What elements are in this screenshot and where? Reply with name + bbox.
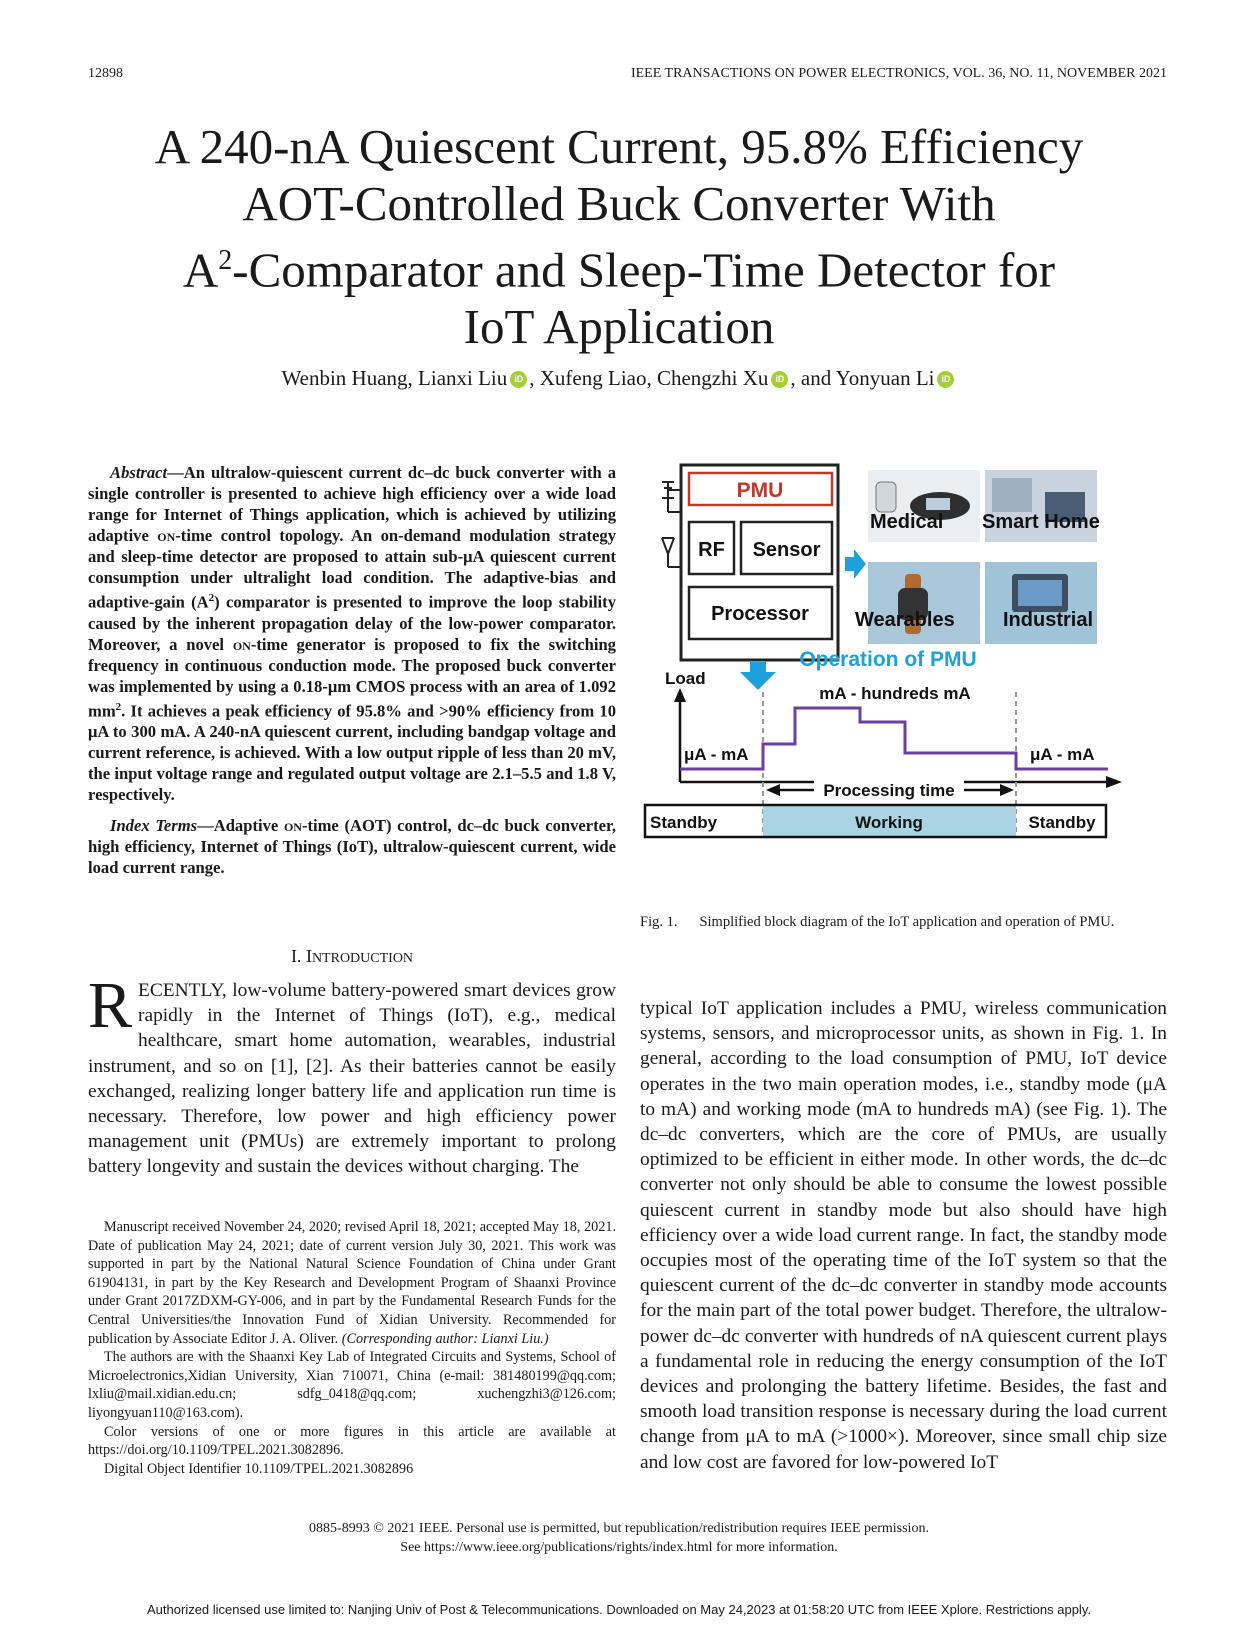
title-line-4: IoT Application — [463, 299, 775, 355]
section-title-rest: NTRODUCTION — [311, 951, 414, 966]
sensor-label: Sensor — [752, 539, 821, 561]
y-axis-arrow-icon — [674, 688, 686, 702]
copyright-line-2: See https://www.ieee.org/publications/rights/index.html for more information. — [400, 1539, 838, 1555]
intro-left-column — [88, 969, 616, 1180]
medical-device-icon — [876, 482, 896, 512]
orcid-icon[interactable]: iD — [771, 371, 788, 388]
abstract — [88, 462, 616, 878]
footnote-doi: Digital Object Identifier 10.1109/TPEL.2021.3082896 — [104, 1460, 414, 1477]
operation-title: Operation of PMU — [799, 648, 977, 671]
index-terms-on: on — [283, 816, 302, 836]
arrow-right-head-icon — [1000, 784, 1014, 796]
index-terms-label: Index Terms — [110, 816, 198, 836]
standby-left-label: Standby — [650, 813, 718, 832]
authorized-use-notice: Authorized licensed use limited to: Nanjing Univ of Post & Telecommunications. Downloaded on May 24,2023 at 01:58:20 UTC from IEEE Xplore. Restrictions apply. — [147, 1602, 1091, 1617]
pmu-label: PMU — [736, 479, 784, 502]
index-terms-text-1: Adaptive — [213, 816, 284, 836]
abstract-label: Abstract — [110, 463, 168, 482]
abstract-sup-2: 2 — [115, 700, 122, 713]
intro-left-text: ECENTLY, low-volume battery-powered smart devices grow rapidly in the Internet of Things (IoT), e.g., medical healthcare, smart home automation, wearables, industrial instrument, and so on [1], [2]. As their batteries cannot be easily exchanged, realizing longer battery life and application run time is necessary. Therefore, low power and high efficiency power management unit (PMUs) are extremely important to prolong battery longevity and sustain the devices without charging. The — [88, 980, 616, 1178]
rf-label: RF — [698, 539, 725, 561]
battery-icon — [662, 482, 681, 512]
abstract-sup: 2 — [208, 592, 215, 604]
abstract-on-2: on — [232, 634, 251, 654]
orcid-icon[interactable]: iD — [510, 371, 527, 388]
corresponding-author: (Corresponding author: Lianxi Liu.) — [341, 1330, 549, 1347]
copyright-notice — [0, 1520, 1238, 1557]
section-first-letter: I — [305, 946, 312, 966]
caption-text: Simplified block diagram of the IoT application and operation of PMU. — [699, 914, 1115, 930]
working-load-label: mA - hundreds mA — [819, 684, 971, 703]
footnote-color: Color versions of one or more figures in this article are available at https://doi.org/10.1109/TPEL.2021.3082896. — [88, 1423, 616, 1459]
abstract-text-4: -time generator is proposed to fix the switching frequency in continuous conduction mode. The proposed buck converter was implemented by using a 0.18-μm CMOS process with an area of 1.092 mm — [88, 634, 616, 721]
title-line-3 — [0, 232, 1238, 298]
processor-label: Processor — [711, 603, 809, 625]
footnote-manuscript — [88, 1218, 616, 1348]
footnotes — [88, 1218, 616, 1478]
load-axis-label: Load — [665, 669, 706, 688]
caption-label: Fig. 1. — [640, 914, 678, 930]
house-icon — [992, 478, 1032, 512]
medical-label: Medical — [870, 511, 944, 533]
abstract-text-5: . It achieves a peak efficiency of 95.8% and >90% efficiency from 10 μA to 300 mA. A 240-nA quiescent current, including bandgap voltage and current reference, is achieved. With a low output ripple of less than 20 mV, the input voltage range and regulated output voltage are 2.1–5.5 and 1.8 V, respectively. — [88, 701, 616, 805]
abstract-text-2: -time control topology. An on-demand modulation strategy and sleep-time detector are proposed to attain sub-μA quiescent current consumption under ultralight load condition. The adaptive-bias and adaptive-gain (A — [88, 526, 616, 612]
figure-caption — [640, 914, 1167, 931]
processing-time-label: Processing time — [823, 781, 955, 800]
title-superscript: 2 — [218, 245, 233, 276]
wearables-label: Wearables — [855, 609, 955, 631]
index-terms — [88, 815, 616, 878]
footnote-manuscript-text: Manuscript received November 24, 2020; revised April 18, 2021; accepted May 18, 2021. Date of publication May 24, 2021; date of current version July 30, 2021. This work was supported in part by the National Natural Science Foundation of China under Grant 61904131, in part by the Key Research and Development Program of Shaanxi Province under Grant 2017ZDXM-GY-006, and in part by the Fundamental Research Funds for the Central Universities/the Innovation Fund of Xidian University. Recommended for publication by Associate Editor J. A. Oliver. — [88, 1219, 616, 1347]
authors-part-3: , and Yonyuan Li — [790, 366, 935, 390]
page-number: 12898 — [88, 66, 123, 81]
abstract-text-1: An ultralow-quiescent current dc–dc buck converter with a single controller is presented to achieve high efficiency over a wide load range for Internet of Things application, which is achieved by utilizing adaptive — [88, 463, 616, 545]
copyright-line-1: 0885-8993 © 2021 IEEE. Personal use is permitted, but republication/redistribution requires IEEE permission. — [309, 1521, 929, 1536]
authors-part-1: Wenbin Huang, Lianxi Liu — [281, 366, 508, 390]
standby-right-label: Standby — [1028, 813, 1096, 832]
index-terms-dash: — — [197, 816, 214, 836]
bp-display-icon — [926, 498, 950, 510]
index-terms-text-2: -time (AOT) control, dc–dc buck converter, high efficiency, Internet of Things (IoT), ultralow-quiescent current, wide load current range. — [88, 816, 617, 878]
abstract-paragraph — [88, 462, 616, 805]
standby-load-right-label: μA - mA — [1030, 745, 1095, 764]
arrow-left-head-icon — [766, 784, 780, 796]
x-axis-arrow-icon — [1106, 776, 1122, 788]
journal-header: IEEE TRANSACTIONS ON POWER ELECTRONICS, VOL. 36, NO. 11, NOVEMBER 2021 — [630, 66, 1167, 81]
abstract-text-3: ) comparator is presented to improve the loop stability caused by the inherent propagation delay of the low-power comparator. Moreover, a novel — [88, 592, 616, 654]
arrow-down-icon — [740, 662, 776, 690]
paper-title — [0, 118, 1238, 355]
industrial-label: Industrial — [1003, 609, 1094, 631]
abstract-on-1: on — [157, 526, 176, 545]
section-heading — [88, 946, 616, 967]
title-line-2: AOT-Controlled Buck Converter With — [242, 176, 996, 231]
intro-right-column: typical IoT application includes a PMU, wireless communication systems, sensors, and microprocessor units, as shown in Fig. 1. In general, according to the load consumption of PMU, IoT device operates in the two main operation modes, i.e., standby mode (μA to mA) and working mode (mA to hundreds mA) (see Fig. 1). The dc–dc converters, which are the core of PMUs, are usually optimized to be efficient in either mode. In other words, the dc–dc converter not only should be able to consume the lowest possible quiescent current in standby mode but also should have high efficiency over a wide load current range. In fact, the standby mode occupies most of the operating time of the IoT system so that the quiescent current of the dc–dc converter in standby mode accounts for the main part of the total power budget. Therefore, the ultralow-power dc–dc converter with hundreds of nA quiescent current plays a fundamental role in reducing the energy consumption of the IoT devices and prolonging the battery lifetime. Besides, the fast and smooth load transition response is necessary during the load current change from μA to mA (>1000×). Moreover, since small chip size and low cost are favored for low-powered IoT — [640, 998, 1167, 1473]
title-line-3-a: A — [182, 242, 219, 298]
screen-display-icon — [1018, 580, 1062, 606]
abstract-dash: — — [167, 463, 184, 482]
authors-part-2: , Xufeng Liao, Chengzhi Xu — [529, 366, 769, 390]
orcid-icon[interactable]: iD — [937, 371, 954, 388]
standby-load-left-label: μA - mA — [684, 745, 749, 764]
section-number: I. — [290, 946, 306, 966]
author-list — [0, 366, 1238, 391]
footnote-affiliation: The authors are with the Shaanxi Key Lab of Integrated Circuits and Systems, School of Microelectronics,Xidian University, Xian 710071, China (e-mail: 381480199@qq.com; lxliu@mail.xidian.edu.cn; sdfg_0418@qq.com; xuchengzhi3@126.com; liyongyuan110@163.com). — [88, 1349, 616, 1421]
antenna-icon — [662, 538, 681, 567]
drop-cap: R — [88, 969, 133, 1042]
smart-home-label: Smart Home — [982, 511, 1100, 533]
title-line-1: A 240-nA Quiescent Current, 95.8% Efficiency — [154, 119, 1084, 174]
arrow-right-icon — [845, 549, 866, 579]
title-line-3-b: -Comparator and Sleep-Time Detector for — [232, 242, 1056, 298]
working-label: Working — [855, 813, 923, 832]
figure-1 — [640, 462, 1180, 902]
